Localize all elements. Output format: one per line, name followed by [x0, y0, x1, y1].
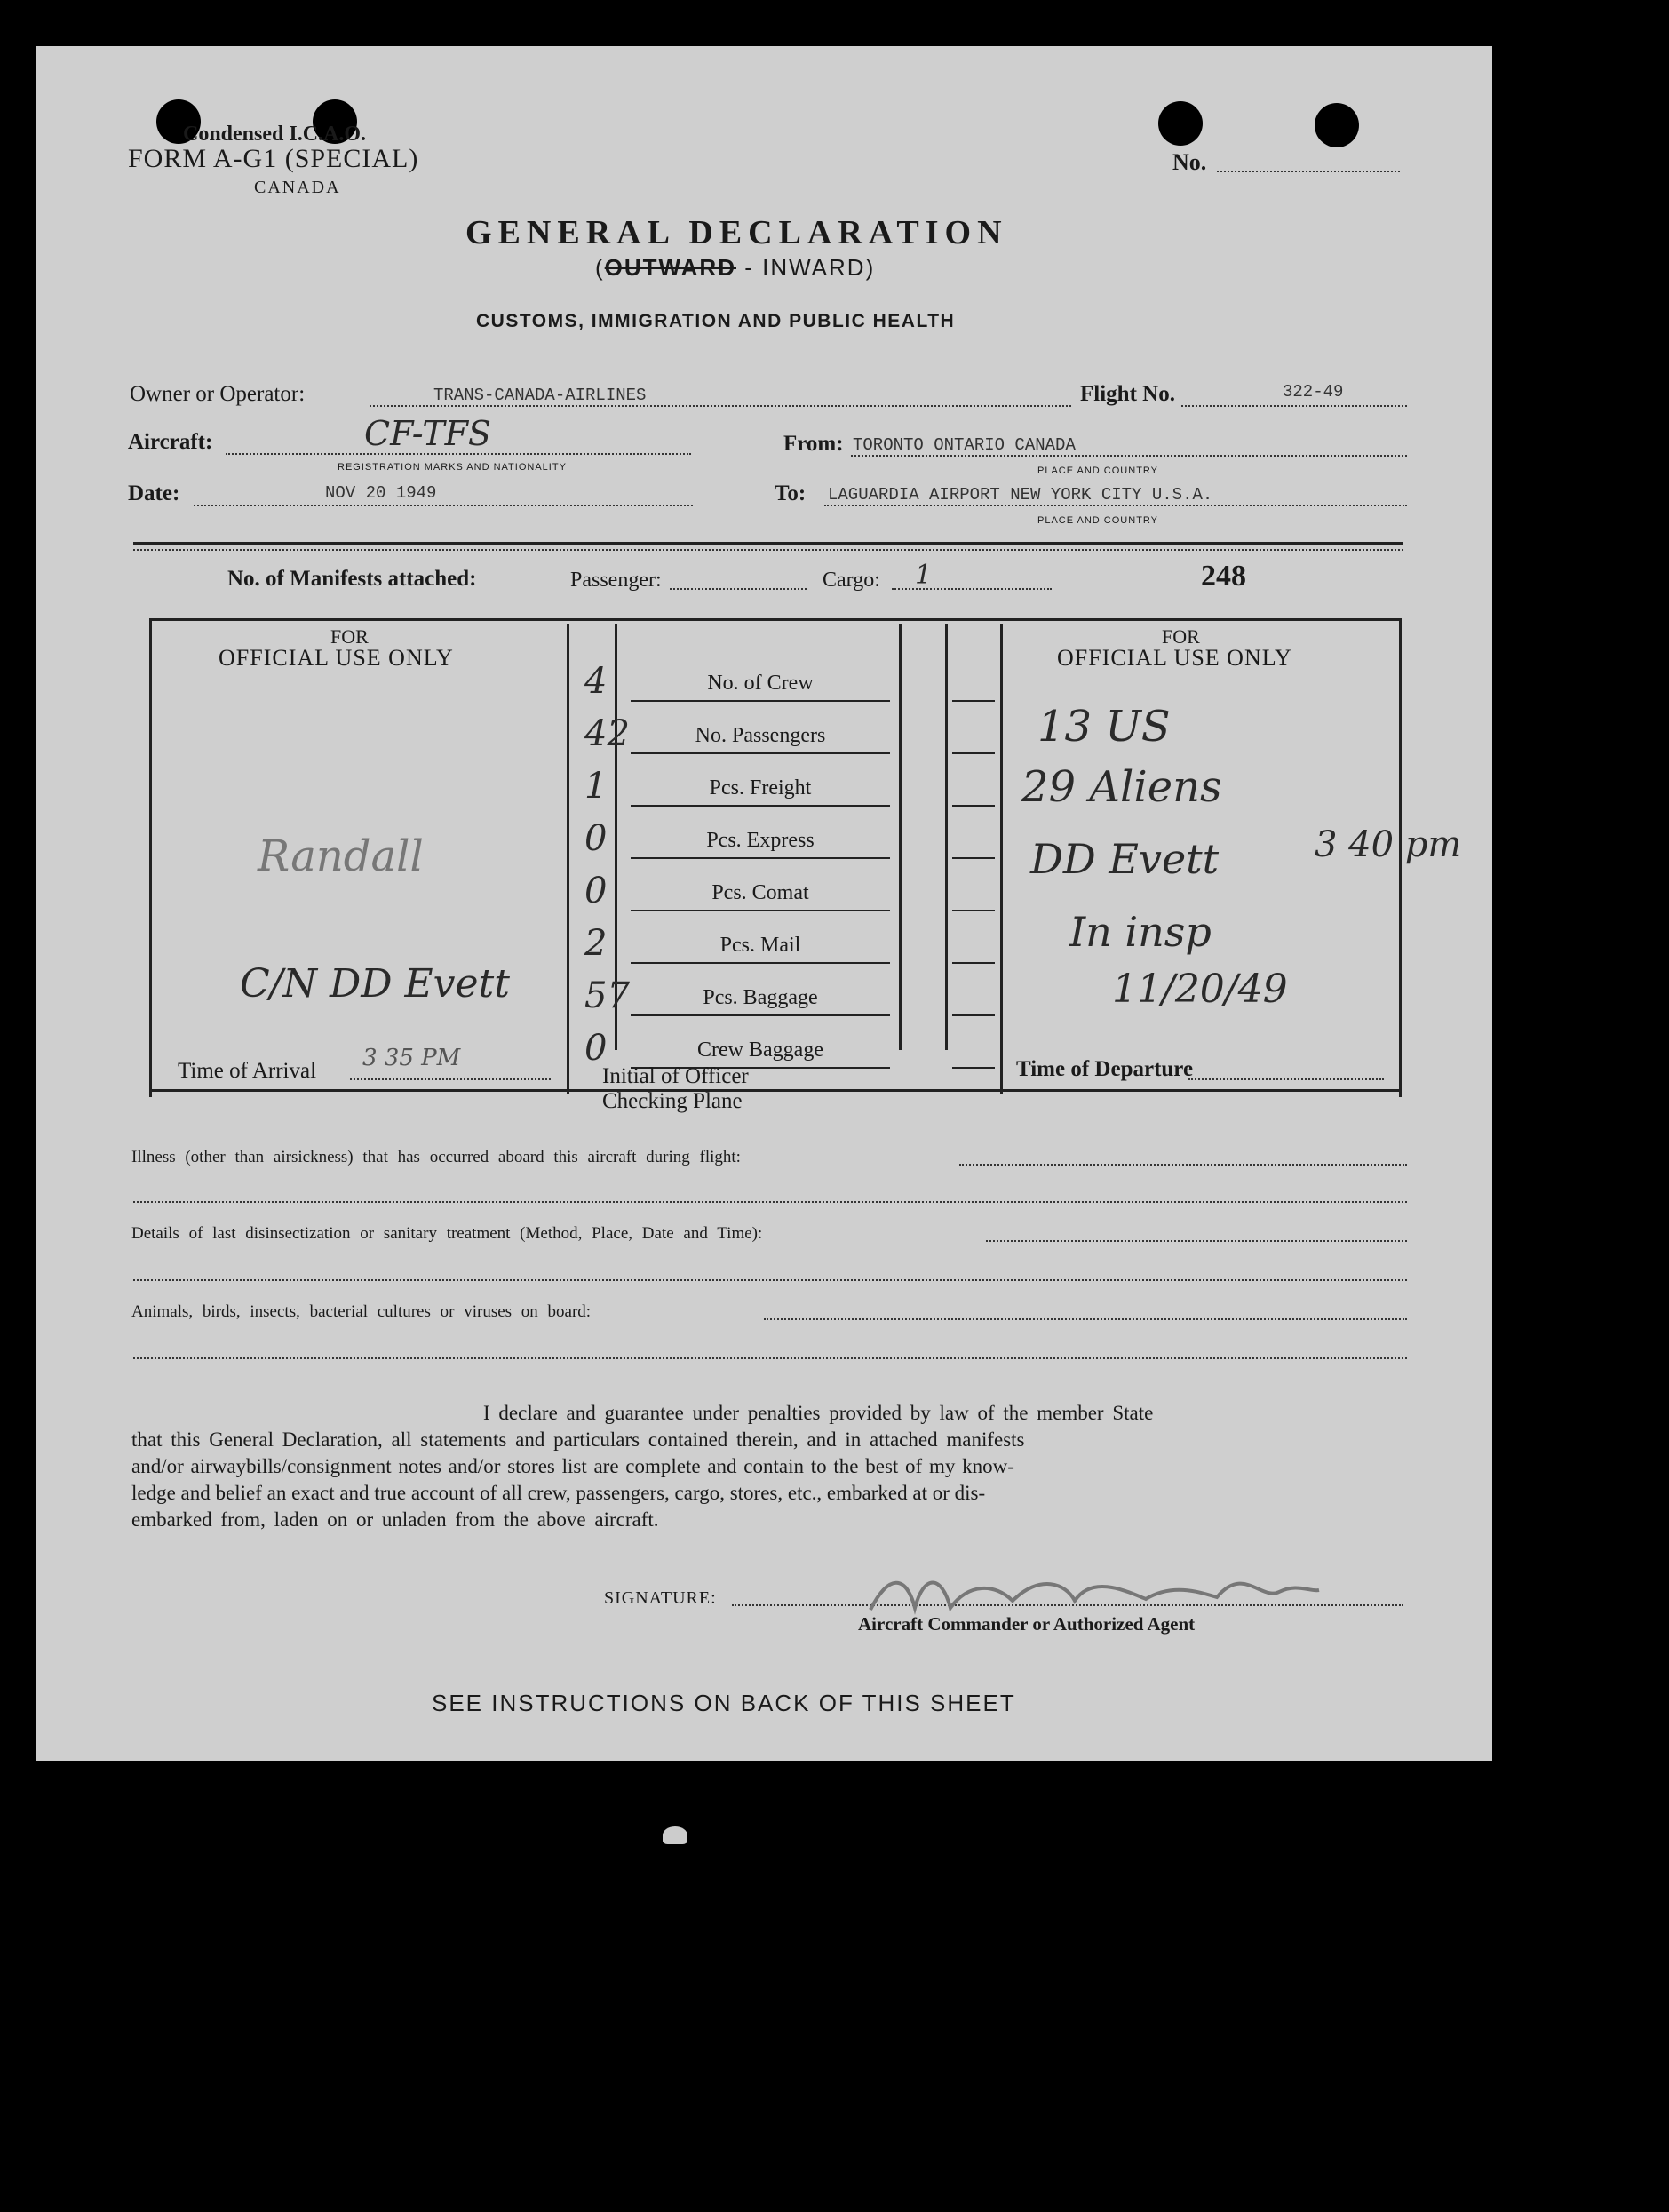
row-rule-right: [952, 910, 995, 911]
right-note: 29 Aliens: [1021, 762, 1222, 812]
subheading: CUSTOMS, IMMIGRATION AND PUBLIC HEALTH: [476, 311, 956, 331]
right-note: In insp: [1069, 908, 1212, 956]
animals-line-2: [133, 1357, 1407, 1359]
passenger-line: [670, 588, 807, 590]
aircraft-line: [226, 453, 691, 455]
flight-value: 322-49: [1283, 382, 1344, 402]
from-caption: PLACE AND COUNTRY: [1037, 465, 1158, 476]
owner-value: TRANS-CANADA-AIRLINES: [433, 386, 647, 405]
from-line: [851, 455, 1407, 457]
row-rule: [631, 857, 890, 859]
page-subtitle: (OUTWARD - INWARD): [595, 254, 876, 281]
checking-plane: Checking Plane: [602, 1089, 743, 1113]
signature-label: SIGNATURE:: [604, 1588, 717, 1608]
date-label: Date:: [128, 481, 180, 505]
row-rule: [631, 1014, 890, 1016]
row-value: 0: [584, 1028, 608, 1069]
divider-dotted: [133, 549, 1403, 551]
time-departure-line: [1188, 1078, 1384, 1080]
table-divider: [945, 624, 948, 1050]
declaration-line: that this General Declaration, all statements and particulars contained therein, and in attached manifests: [131, 1428, 1025, 1451]
form-header-line1: Condensed I.C.A.O.: [183, 123, 367, 146]
scan-speck: [663, 1826, 687, 1844]
left-official: OFFICIAL USE ONLY: [219, 645, 454, 671]
declaration-line: I declare and guarantee under penalties provided by law of the member State: [483, 1402, 1154, 1424]
outward-struck: OUTWARD: [604, 254, 736, 281]
right-note: 11/20/49: [1112, 967, 1288, 1012]
to-caption: PLACE AND COUNTRY: [1037, 515, 1158, 526]
time-departure-label: Time of Departure: [1016, 1057, 1194, 1081]
aircraft-label: Aircraft:: [128, 430, 213, 454]
row-rule: [631, 752, 890, 754]
animals-label: Animals, birds, insects, bacterial cultures or viruses on board:: [131, 1302, 592, 1321]
aircraft-caption: REGISTRATION MARKS AND NATIONALITY: [338, 462, 567, 473]
row-label: Pcs. Express: [706, 829, 815, 852]
manifest-number: 248: [1201, 560, 1246, 593]
row-label: No. of Crew: [707, 672, 814, 695]
flight-line: [1181, 405, 1407, 407]
row-value: 4: [584, 661, 608, 702]
row-rule-right: [952, 962, 995, 964]
table-divider: [899, 624, 902, 1050]
row-rule-right: [952, 752, 995, 754]
row-rule-right: [952, 805, 995, 807]
disinsect-label: Details of last disinsectization or sanitary treatment (Method, Place, Date and Time):: [131, 1224, 763, 1243]
declaration-line: embarked from, laden on or unladen from the above aircraft.: [131, 1508, 659, 1531]
form-number-label: No.: [1172, 149, 1207, 175]
divider: [133, 542, 1403, 545]
table-divider: [1000, 624, 1003, 1094]
row-value: 42: [584, 713, 630, 754]
form-header-line2: FORM A-G1 (SPECIAL): [128, 144, 419, 173]
row-rule-right: [952, 1067, 995, 1069]
left-note: C/N DD Evett: [240, 961, 510, 1007]
right-note: 13 US: [1037, 702, 1171, 752]
row-value: 1: [584, 766, 608, 807]
date-line: [194, 505, 693, 506]
owner-label: Owner or Operator:: [130, 382, 306, 406]
row-value: 2: [584, 923, 608, 964]
declaration-form: [36, 46, 1492, 1761]
disinsect-line-2: [133, 1279, 1407, 1281]
row-value: 57: [584, 975, 630, 1016]
punch-hole: [1158, 101, 1203, 146]
row-rule-right: [952, 1014, 995, 1016]
initial-officer: Initial of Officer: [602, 1064, 749, 1088]
aircraft-value: CF-TFS: [364, 414, 491, 453]
right-for: FOR: [1162, 625, 1200, 648]
manifests-label: No. of Manifests attached:: [227, 567, 477, 591]
row-value: 0: [584, 818, 608, 859]
row-label: No. Passengers: [695, 724, 826, 747]
right-note: 3 40 pm: [1315, 824, 1462, 865]
right-note: DD Evett: [1030, 835, 1220, 883]
from-value: TORONTO ONTARIO CANADA: [853, 435, 1076, 455]
date-value: NOV 20 1949: [325, 483, 437, 503]
row-rule: [631, 700, 890, 702]
signature-caption: Aircraft Commander or Authorized Agent: [858, 1613, 1196, 1635]
declaration-line: ledge and belief an exact and true account of all crew, passengers, cargo, stores, etc., embarked at or dis-: [131, 1482, 986, 1504]
to-value: LAGUARDIA AIRPORT NEW YORK CITY U.S.A.: [828, 485, 1213, 505]
time-arrival-label: Time of Arrival: [178, 1059, 317, 1083]
right-official: OFFICIAL USE ONLY: [1057, 645, 1292, 671]
row-rule: [631, 805, 890, 807]
row-label: Pcs. Baggage: [703, 986, 818, 1009]
row-rule: [631, 962, 890, 964]
declaration-line: and/or airwaybills/consignment notes and/or stores list are complete and contain to the best of my know-: [131, 1455, 1014, 1477]
form-number-line: [1217, 171, 1400, 172]
time-arrival-value: 3 35 PM: [362, 1045, 461, 1071]
row-rule: [631, 910, 890, 911]
left-for: FOR: [330, 625, 369, 648]
punch-hole: [1315, 103, 1359, 147]
passenger-label: Passenger:: [570, 569, 662, 592]
form-header-line3: CANADA: [254, 178, 341, 197]
illness-line: [959, 1164, 1407, 1166]
row-label: Crew Baggage: [697, 1038, 823, 1062]
cargo-value: 1: [915, 560, 933, 591]
table-divider: [567, 624, 569, 1094]
row-rule-right: [952, 700, 995, 702]
row-rule-right: [952, 857, 995, 859]
flight-label: Flight No.: [1080, 382, 1175, 406]
animals-line: [764, 1318, 1407, 1320]
illness-label: Illness (other than airsickness) that has occurred aboard this aircraft during flight:: [131, 1148, 741, 1166]
handwritten-signature: [862, 1556, 1323, 1619]
footer-instructions: SEE INSTRUCTIONS ON BACK OF THIS SHEET: [432, 1690, 1016, 1716]
left-note: Randall: [258, 831, 424, 881]
row-label: Pcs. Comat: [711, 881, 809, 904]
from-label: From:: [783, 432, 844, 456]
cargo-label: Cargo:: [823, 569, 880, 592]
row-value: 0: [584, 871, 608, 911]
page-title: GENERAL DECLARATION: [465, 214, 1008, 251]
to-label: To:: [775, 481, 807, 505]
time-arrival-line: [350, 1078, 551, 1080]
to-line: [824, 505, 1407, 506]
row-label: Pcs. Freight: [709, 776, 812, 800]
row-label: Pcs. Mail: [719, 934, 801, 957]
owner-line: [370, 405, 1071, 407]
table-bottom: [149, 1089, 1402, 1092]
disinsect-line: [986, 1240, 1407, 1242]
illness-line-2: [133, 1201, 1407, 1203]
